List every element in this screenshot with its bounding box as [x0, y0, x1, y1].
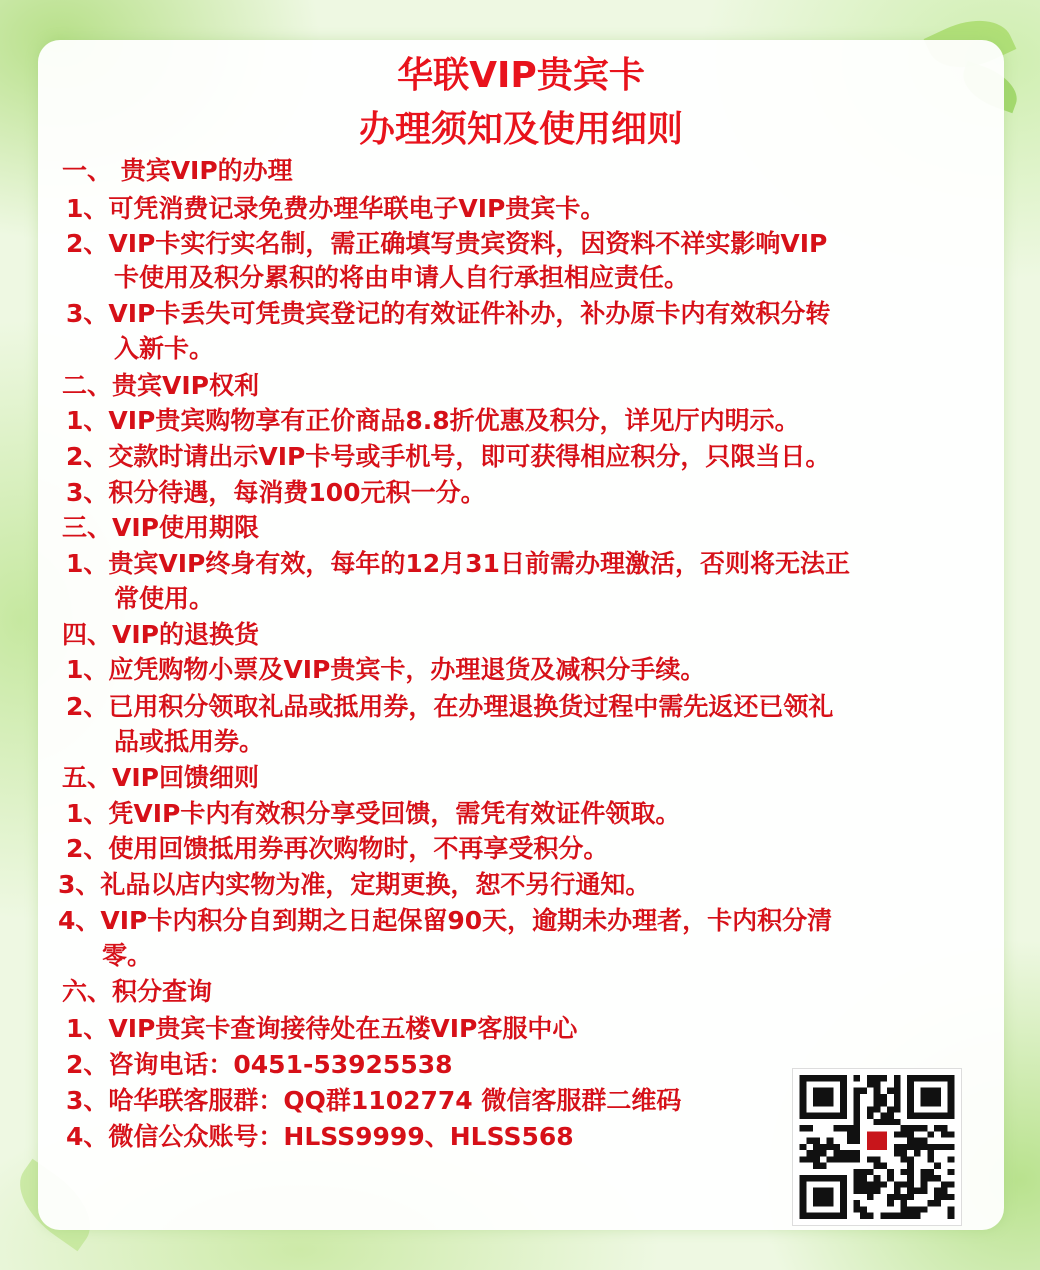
title-line-1: 华联VIP贵宾卡 [397, 55, 645, 96]
qr-code-icon [792, 1068, 962, 1226]
list-item: 2、VIP卡实行实名制，需正确填写贵宾资料，因资料不祥实影响VIP [66, 229, 828, 258]
list-item: 1、VIP贵宾购物享有正价商品8.8折优惠及积分，详见厅内明示。 [66, 406, 800, 435]
section-heading: 四、VIP的退换货 [62, 620, 259, 649]
section-heading: 三、VIP使用期限 [62, 513, 259, 542]
list-item: 1、贵宾VIP终身有效，每年的12月31日前需办理激活，否则将无法正 [66, 549, 850, 578]
list-item: 2、使用回馈抵用券再次购物时，不再享受积分。 [66, 834, 609, 863]
list-item-continued: 品或抵用券。 [114, 727, 265, 756]
list-item: 2、交款时请出示VIP卡号或手机号，即可获得相应积分，只限当日。 [66, 442, 831, 471]
list-item-continued: 入新卡。 [114, 334, 215, 363]
list-item: 2、已用积分领取礼品或抵用券，在办理退换货过程中需先返还已领礼 [66, 692, 834, 721]
title-line-2: 办理须知及使用细则 [358, 109, 683, 150]
section-heading: 六、积分查询 [62, 977, 213, 1006]
list-item-continued: 零。 [102, 941, 153, 970]
list-item: 1、应凭购物小票及VIP贵宾卡，办理退货及减积分手续。 [66, 655, 706, 684]
list-item: 3、积分待遇，每消费100元积一分。 [66, 478, 486, 507]
list-item-continued: 常使用。 [114, 584, 215, 613]
list-item: 1、可凭消费记录免费办理华联电子VIP贵宾卡。 [66, 194, 606, 223]
list-item: 3、礼品以店内实物为准，定期更换，恕不另行通知。 [58, 870, 651, 899]
section-heading: 五、VIP回馈细则 [62, 763, 259, 792]
list-item: 4、微信公众账号：HLSS9999、HLSS568 [66, 1122, 574, 1151]
list-item: 1、VIP贵宾卡查询接待处在五楼VIP客服中心 [66, 1014, 578, 1043]
list-item: 1、凭VIP卡内有效积分享受回馈，需凭有效证件领取。 [66, 799, 681, 828]
list-item-continued: 卡使用及积分累积的将由申请人自行承担相应责任。 [114, 263, 690, 292]
section-heading: 二、贵宾VIP权利 [62, 371, 259, 400]
list-item: 4、VIP卡内积分自到期之日起保留90天，逾期未办理者，卡内积分清 [58, 906, 833, 935]
section-heading: 一、 贵宾VIP的办理 [62, 156, 293, 185]
list-item: 3、哈华联客服群：QQ群1102774 微信客服群二维码 [66, 1086, 682, 1115]
list-item: 2、咨询电话：0451-53925538 [66, 1050, 453, 1079]
list-item: 3、VIP卡丢失可凭贵宾登记的有效证件补办，补办原卡内有效积分转 [66, 299, 831, 328]
